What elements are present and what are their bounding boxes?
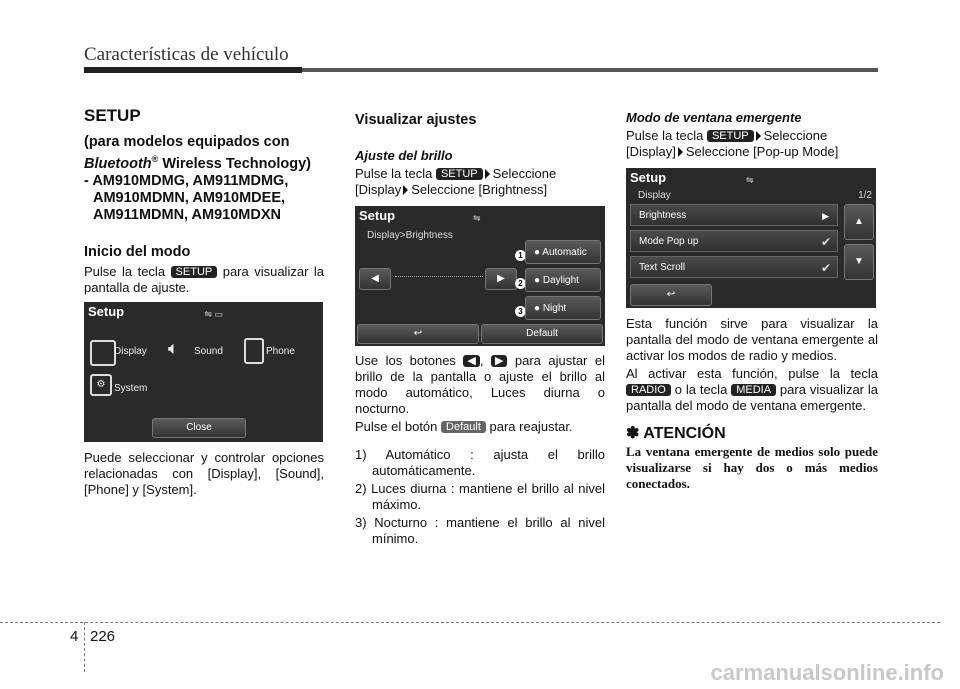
- text: Al activar esta función, pulse la tecla: [626, 366, 878, 381]
- marker-2: 2: [515, 278, 526, 289]
- brightness-modes-list: [355, 447, 605, 547]
- models-subheading: [84, 134, 324, 224]
- paragraph-options: Puede seleccionar y controlar opciones relacionadas con [Display], [Sound], [Phone] y [System].: [84, 449, 324, 497]
- option-label: Automatic: [542, 247, 587, 258]
- section-heading-inicio: Inicio del modo: [84, 243, 191, 260]
- section-heading-visualizar: Visualizar ajustes: [355, 112, 477, 128]
- paragraph-popup-desc: Esta función sirve para visualizar la pantalla del modo de ventana emergente al activar los modos de radio y medios.: [626, 316, 878, 363]
- screen-item-system: System: [114, 382, 148, 394]
- text: para ajustar el brillo de la pantalla o ajuste el brillo al modo automático, Luces diurna o nocturno.: [355, 353, 605, 416]
- usb-icon: ⇋: [473, 213, 481, 223]
- back-button: ↩: [630, 284, 712, 306]
- models-line1: (para modelos equipados con: [84, 134, 290, 150]
- option-automatic: ● Automatic: [525, 240, 601, 264]
- text: Pulse la tecla: [355, 166, 433, 181]
- arrow-right-icon: ▶: [822, 211, 829, 221]
- row-label: Text Scroll: [639, 262, 686, 273]
- option-daylight: ● Daylight: [525, 268, 601, 292]
- list-item: 2) Luces diurna : mantiene el brillo al nivel máximo.: [355, 481, 605, 512]
- check-icon: ✔: [820, 235, 831, 249]
- footer-rule: [0, 622, 940, 623]
- brightness-slider: [395, 276, 483, 281]
- text: para visualizar la pantalla del modo de ventana emergente.: [626, 382, 878, 413]
- close-button: Close: [152, 418, 246, 438]
- row-brightness: [630, 204, 838, 226]
- screen-title: Setup: [359, 208, 396, 223]
- setup-key-badge: SETUP: [171, 266, 218, 278]
- text: Use los botones: [355, 353, 456, 368]
- setup-screen-image: [84, 302, 323, 442]
- option-night: ● Night: [525, 296, 601, 320]
- marker-1: 1: [515, 250, 526, 261]
- scroll-down-button: ▼: [844, 244, 874, 280]
- text: Seleccione [Brightness]: [411, 182, 548, 197]
- row-label: Mode Pop up: [639, 236, 699, 247]
- paragraph-popup-steps: [626, 128, 878, 160]
- footer-divider: [84, 622, 85, 672]
- text: Pulse el botón: [355, 419, 438, 434]
- left-arrow-key-icon: ◀: [463, 355, 479, 367]
- scroll-up-button: ▲: [844, 204, 874, 240]
- row-label: Brightness: [639, 210, 687, 221]
- usb-icon: ⇋: [746, 175, 754, 185]
- popup-screen-image: [626, 168, 876, 308]
- text: [Display: [355, 182, 402, 197]
- column-setup: [84, 108, 324, 498]
- section-heading-setup: SETUP: [84, 106, 141, 125]
- models-line4: AM910MDMN, AM910MDEE,: [93, 189, 286, 206]
- radio-key-badge: RADIO: [626, 384, 671, 396]
- page-indicator: 1/2: [858, 190, 872, 201]
- default-key-badge: Default: [441, 421, 486, 433]
- models-line3: - AM910MDMG, AM911MDMG,: [84, 172, 289, 189]
- text: ,: [479, 353, 484, 368]
- check-icon: ✔: [820, 261, 831, 275]
- screen-item-sound: Sound: [194, 345, 223, 357]
- screen-title: Setup: [630, 170, 667, 185]
- option-label: Daylight: [542, 275, 579, 286]
- page-header-title: Características de vehículo: [84, 44, 289, 65]
- brightness-up-button: ▶: [485, 268, 517, 290]
- default-button: Default: [481, 324, 603, 344]
- list-item: 1) Automático : ajusta el brillo automáticamente.: [355, 447, 605, 478]
- setup-key-badge: SETUP: [436, 168, 483, 180]
- bluetooth-word: Bluetooth: [84, 155, 152, 172]
- caution-text: La ventana emergente de medios solo puede visualizarse si hay dos o más medios conectados.: [626, 444, 878, 491]
- display-icon: [90, 340, 116, 366]
- setup-key-badge: SETUP: [707, 130, 754, 142]
- subheading-popup: Modo de ventana emergente: [626, 110, 802, 125]
- right-arrow-key-icon: ▶: [491, 355, 507, 367]
- option-label: Night: [542, 303, 567, 314]
- text: Seleccione: [763, 128, 828, 143]
- models-line5: AM911MDMN, AM910MDXN: [93, 206, 281, 223]
- row-mode-popup: [630, 230, 838, 252]
- arrow-right-icon: [485, 169, 490, 179]
- marker-3: 3: [515, 306, 526, 317]
- usb-icon: ⇋ ▭: [204, 308, 223, 319]
- system-gear-icon: ⚙: [90, 374, 112, 396]
- chapter-number: 4: [70, 628, 79, 645]
- arrow-right-icon: [756, 131, 761, 141]
- row-text-scroll: [630, 256, 838, 278]
- media-key-badge: MEDIA: [731, 384, 776, 396]
- models-line2: Wireless Technology): [158, 155, 311, 172]
- screen-breadcrumb: Display>Brightness: [367, 230, 453, 241]
- caution-heading: ✽ ATENCIÓN: [626, 425, 726, 442]
- screen-item-display: Display: [114, 345, 147, 357]
- arrow-right-icon: [678, 147, 683, 157]
- text: o la tecla: [674, 382, 728, 397]
- screen-title: Setup: [88, 303, 125, 319]
- text: Pulse la tecla: [84, 263, 166, 279]
- arrow-right-icon: [403, 185, 408, 195]
- text: Seleccione [Pop-up Mode]: [685, 144, 839, 159]
- text: Seleccione: [492, 166, 557, 181]
- text: Pulse la tecla: [626, 128, 704, 143]
- list-item: 3) Nocturno : mantiene el brillo al nivel mínimo.: [355, 515, 605, 546]
- paragraph-buttons: [355, 353, 605, 417]
- text: para visualizar la pantalla de ajuste.: [84, 263, 324, 295]
- column-popup: [626, 108, 878, 492]
- registered-mark: ®: [151, 154, 159, 164]
- text: [Display]: [626, 144, 676, 159]
- header-rule-accent: [84, 67, 302, 73]
- back-button: ↩: [357, 324, 479, 344]
- screen-item-phone: Phone: [266, 345, 295, 357]
- column-display: [355, 108, 605, 547]
- page-number: 226: [90, 628, 116, 645]
- phone-icon: [244, 338, 264, 364]
- paragraph-popup-activate: [626, 366, 878, 414]
- screen-subtitle: Display: [638, 190, 671, 201]
- sound-icon: 🔈︎: [168, 337, 179, 358]
- text: para reajustar.: [489, 419, 573, 434]
- subheading-brillo: Ajuste del brillo: [355, 148, 453, 163]
- paragraph-default: [355, 419, 605, 435]
- watermark-text: carmanualsonline.info: [710, 660, 944, 685]
- paragraph-brillo-steps: [355, 166, 605, 198]
- paragraph-inicio: [84, 264, 324, 296]
- brightness-screen-image: [355, 206, 605, 346]
- brightness-down-button: ◀: [359, 268, 391, 290]
